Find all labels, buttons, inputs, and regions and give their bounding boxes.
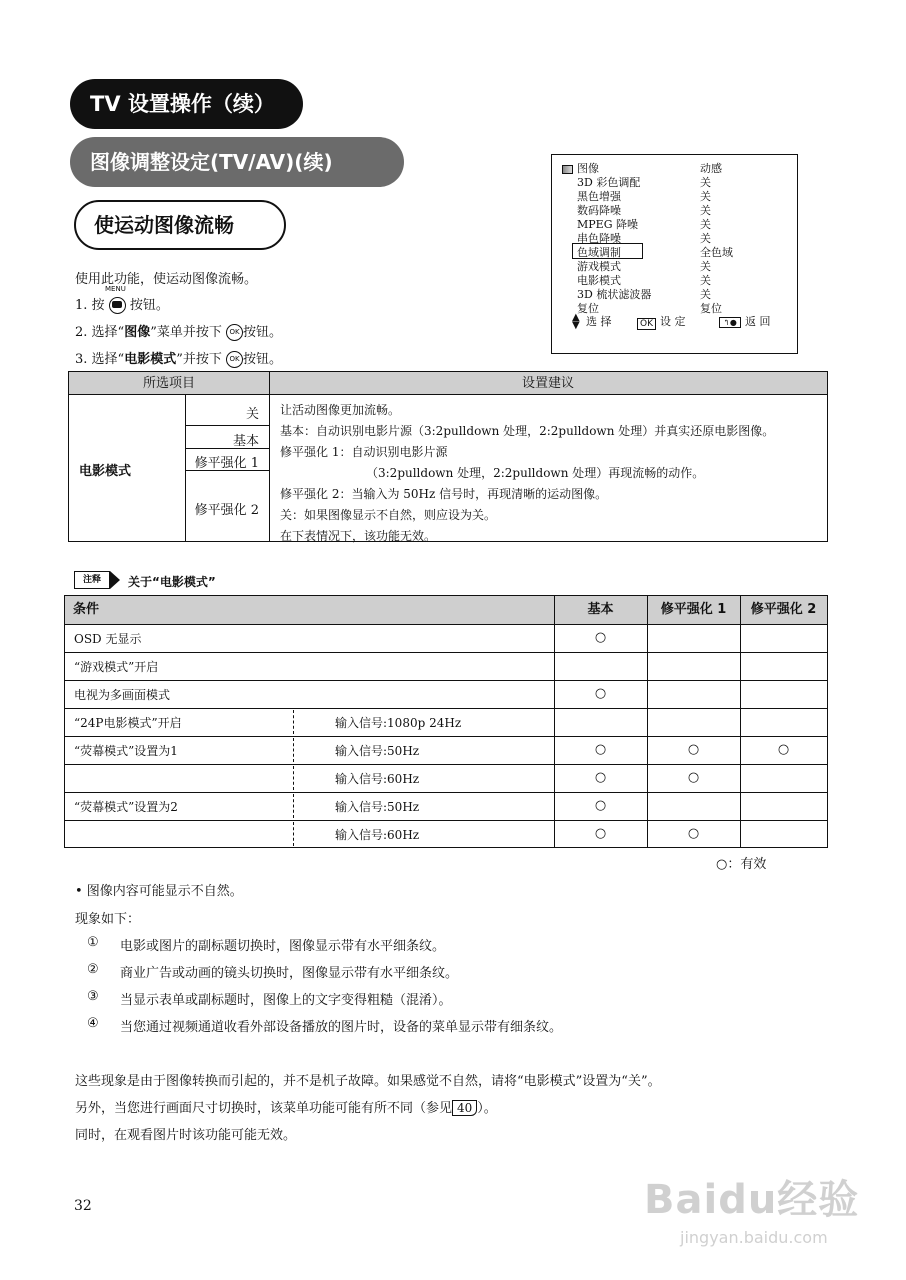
osd-menu-item: [552, 274, 797, 288]
smooth-1-mark: ○: [687, 826, 700, 841]
osd-item-label: 3D 彩色调配: [577, 176, 641, 189]
dashed-separator: [293, 738, 294, 762]
header-smooth-2: 修平强化 2: [740, 596, 827, 624]
menu-button-label: MENU: [105, 285, 126, 293]
menu-button-icon: [109, 297, 126, 314]
osd-item-label: 数码降噪: [577, 204, 621, 217]
note-title: 关于“电影模式”: [128, 575, 216, 589]
settings-table: [68, 371, 828, 542]
osd-item-label: 复位: [577, 302, 599, 315]
paragraph-2-suffix: ）。: [477, 1101, 497, 1116]
phenomena-heading: 现象如下：: [75, 912, 141, 927]
option-smooth-2: 修平强化 2: [194, 503, 259, 518]
condition-cell: “荧幕模式”设置为2: [74, 800, 178, 814]
list-number: ①: [87, 935, 99, 950]
list-number: ②: [87, 962, 99, 977]
osd-menu-item: [552, 190, 797, 204]
condition-cell: 电视为多画面模式: [74, 688, 171, 702]
signal-cell: 输入信号:60Hz: [335, 828, 420, 842]
osd-menu-item: [552, 204, 797, 218]
page-number: 32: [74, 1198, 92, 1214]
option-basic: 基本: [232, 434, 259, 449]
page-reference: 40: [452, 1100, 477, 1116]
list-item: 电影或图片的副标题切换时，图像显示带有水平细条纹。: [120, 939, 446, 954]
note-tag: [74, 571, 120, 589]
watermark-url: jingyan.baidu.com: [680, 1228, 828, 1247]
bullet-note: • 图像内容可能显示不自然。: [75, 884, 243, 899]
osd-footer-back: 返 回: [745, 315, 771, 328]
basic-mark: ○: [594, 742, 607, 757]
table-legend: ○：有效: [716, 857, 767, 872]
list-number: ④: [87, 1016, 99, 1031]
osd-item-label: 游戏模式: [577, 260, 621, 273]
smooth-2-mark: ○: [777, 742, 790, 757]
osd-header: [552, 162, 797, 176]
osd-header-label: 图像: [577, 162, 599, 175]
step-1-prefix: 1. 按: [75, 298, 105, 313]
advice-line: 关：如果图像显示不自然，则应设为关。: [280, 508, 497, 522]
step-3-item-name: 电影模式: [124, 352, 177, 367]
step-3: [75, 348, 282, 368]
ok-button-icon: OK: [226, 324, 243, 341]
item-movie-mode: 电影模式: [79, 464, 132, 479]
osd-item-value: 关: [700, 204, 711, 217]
osd-footer-select: 选 择: [586, 315, 612, 328]
step-3-prefix: 3. 选择“: [75, 352, 125, 367]
step-2-mid: ”菜单并按下: [150, 325, 222, 340]
header-smooth-1: 修平强化 1: [647, 596, 740, 624]
osd-item-value: 关: [700, 218, 711, 231]
intro-text: 使用此功能，使运动图像流畅。: [75, 272, 258, 287]
advice-line: 基本：自动识别电影片源（3:2pulldown 处理，2:2pulldown 处理）并真实还原电影图像。: [280, 424, 775, 438]
osd-item-label: 黑色增强: [577, 190, 621, 203]
advice-line: （3:2pulldown 处理，2:2pulldown 处理）再现流畅的动作。: [366, 466, 705, 480]
condition-cell: “游戏模式”开启: [74, 660, 159, 674]
basic-mark: ○: [594, 826, 607, 841]
advice-line: 让活动图像更加流畅。: [280, 403, 401, 417]
step-1-suffix: 按钮。: [129, 298, 169, 313]
header-advice: 设置建议: [269, 372, 827, 395]
condition-cell: “24P电影模式”开启: [74, 716, 182, 730]
paragraph-2-prefix: 另外，当您进行画面尺寸切换时，该菜单功能可能有所不同（参见: [75, 1101, 453, 1116]
osd-item-value: 复位: [700, 302, 722, 315]
note-tag-label: 注释: [74, 571, 110, 589]
advice-line: 修平强化 1：自动识别电影片源: [280, 445, 448, 459]
paragraph-3: 同时，在观看图片时该功能可能无效。: [75, 1128, 297, 1143]
option-smooth-1: 修平强化 1: [194, 456, 259, 471]
osd-highlight: [572, 243, 643, 259]
osd-footer: [552, 312, 797, 331]
osd-item-label: 3D 梳状滤波器: [577, 288, 652, 301]
osd-menu-screen: [551, 154, 798, 354]
osd-item-value: 关: [700, 190, 711, 203]
basic-mark: ○: [594, 630, 607, 645]
step-2-prefix: 2. 选择“: [75, 325, 125, 340]
step-2: [75, 321, 282, 341]
feature-title: 使运动图像流畅: [74, 200, 286, 250]
osd-item-label: 串色降噪: [577, 232, 621, 245]
list-item: 当您通过视频通道收看外部设备播放的图片时，设备的菜单显示带有细条纹。: [120, 1020, 563, 1035]
advice-line: 在下表情况下，该功能无效。: [280, 529, 437, 543]
advice-line: 修平强化 2：当输入为 50Hz 信号时，再现清晰的运动图像。: [280, 487, 608, 501]
osd-menu-item: [552, 218, 797, 232]
osd-item-label: MPEG 降噪: [577, 218, 638, 231]
baidu-watermark: [640, 1150, 870, 1260]
condition-cell: “荧幕模式”设置为1: [74, 744, 178, 758]
header-condition: 条件: [65, 596, 554, 624]
osd-footer-set: 设 定: [660, 315, 686, 328]
step-2-menu-name: 图像: [124, 325, 151, 340]
signal-cell: 输入信号:60Hz: [335, 772, 420, 786]
list-item: 商业广告或动画的镜头切换时，图像显示带有水平细条纹。: [120, 966, 459, 981]
arrow-right-icon: [110, 571, 120, 589]
signal-cell: 输入信号:50Hz: [335, 744, 420, 758]
paragraph-2: [75, 1097, 497, 1116]
basic-mark: ○: [594, 770, 607, 785]
condition-table: [64, 595, 828, 848]
osd-item-value: 关: [700, 288, 711, 301]
watermark-brand: Baidu经验: [644, 1177, 860, 1223]
step-1: [75, 294, 169, 314]
osd-menu-item: [552, 288, 797, 302]
basic-mark: ○: [594, 798, 607, 813]
step-2-suffix: 按钮。: [243, 325, 283, 340]
paragraph-1: 这些现象是由于图像转换而引起的，并不是机子故障。如果感觉不自然，请将“电影模式”设置为“关”。: [75, 1074, 661, 1089]
up-down-arrow-icon: ▲ ▼: [572, 312, 580, 331]
dashed-separator: [293, 794, 294, 818]
return-key-icon: ↰●: [719, 317, 741, 328]
basic-mark: ○: [594, 686, 607, 701]
osd-item-label: 色域调制: [577, 246, 621, 259]
osd-menu-item: [552, 302, 797, 316]
list-number: ③: [87, 989, 99, 1004]
option-off: 关: [245, 407, 259, 422]
smooth-1-mark: ○: [687, 770, 700, 785]
osd-item-value: 关: [700, 176, 711, 189]
ok-button-icon: OK: [226, 351, 243, 368]
dashed-separator: [293, 710, 294, 734]
header-basic: 基本: [554, 596, 647, 624]
signal-cell: 输入信号:50Hz: [335, 800, 420, 814]
dashed-separator: [293, 822, 294, 846]
osd-header-value: 动感: [700, 162, 722, 175]
condition-cell: OSD 无显示: [74, 632, 142, 646]
osd-item-value: 全色域: [700, 246, 733, 259]
smooth-1-mark: ○: [687, 742, 700, 757]
osd-item-value: 关: [700, 260, 711, 273]
osd-item-value: 关: [700, 232, 711, 245]
list-item: 当显示表单或副标题时，图像上的文字变得粗糙（混淆）。: [120, 993, 452, 1008]
osd-ok-key: OK: [637, 318, 656, 330]
signal-cell: 输入信号:1080p 24Hz: [335, 716, 462, 730]
section-title: TV 设置操作（续）: [70, 79, 303, 129]
osd-item-value: 关: [700, 274, 711, 287]
header-selected-item: 所选项目: [69, 372, 269, 395]
picture-icon: [562, 165, 573, 174]
osd-item-label: 电影模式: [577, 274, 621, 287]
step-3-suffix: 按钮。: [243, 352, 283, 367]
advice-text: [280, 400, 774, 547]
osd-menu-item: [552, 176, 797, 190]
step-3-mid: ”并按下: [176, 352, 222, 367]
subsection-title: 图像调整设定(TV/AV)(续): [70, 137, 404, 187]
osd-menu-item: [552, 260, 797, 274]
dashed-separator: [293, 766, 294, 790]
